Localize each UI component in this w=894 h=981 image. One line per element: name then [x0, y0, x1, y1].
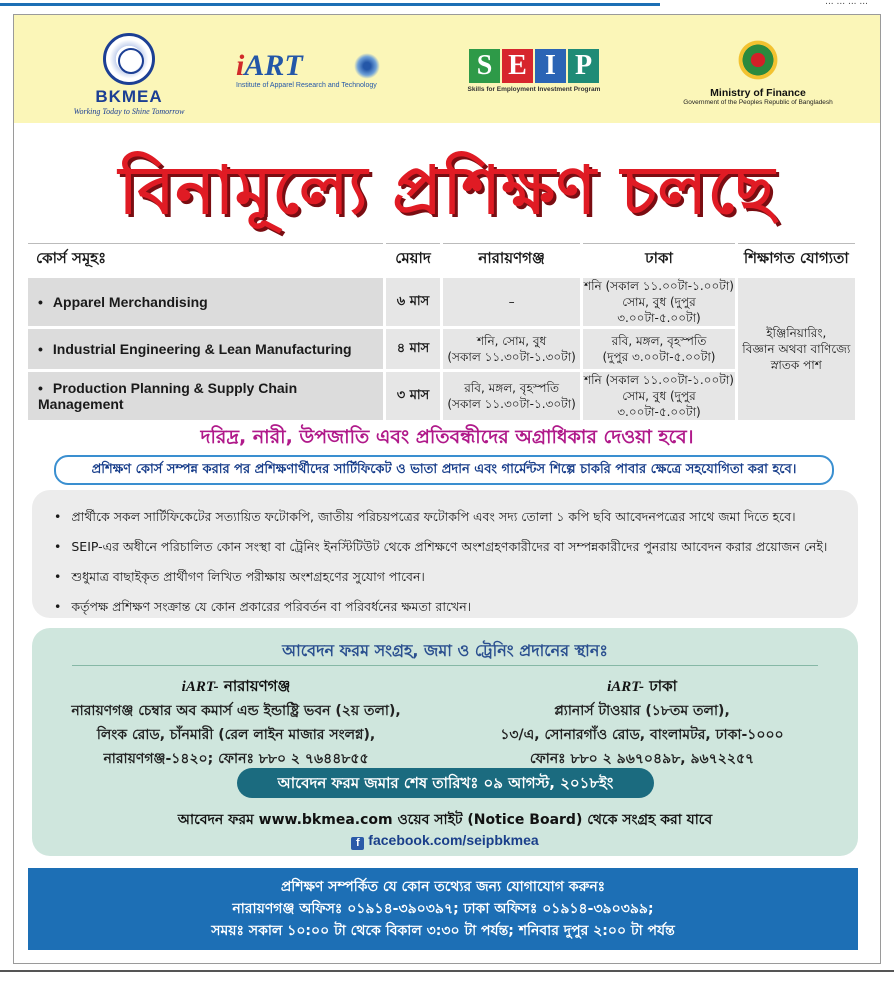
bottom-rule	[0, 970, 894, 972]
iart-wordmark: iART	[236, 49, 303, 82]
contact-phones: নারায়ণগঞ্জ অফিসঃ ০১৯১৪-৩৯০৩৯৭; ঢাকা অফিসঃ ০১৯১৪-৩৯০৩৯৯;	[232, 901, 654, 917]
mof-government: Government of the Peoples Republic of Bangladesh	[683, 99, 833, 106]
facebook-link[interactable]: f facebook.com/seipbkmea	[32, 832, 858, 850]
mof-logo	[678, 37, 838, 106]
dhaka-schedule: শনি (সকাল ১১.০০টা-১.০০টা) সোম, বুধ (দুপুর ৩.০০টা-৫.০০টা)	[583, 373, 734, 419]
address-phone: ফোনঃ ৮৮০ ২ ৯৬৭০৪৯৮, ৯৬৭২২৫৭	[529, 751, 755, 767]
website-notice[interactable]: আবেদন ফরম www.bkmea.com ওয়েব সাইট (Notice Board) থেকে সংগ্রহ করা যাবে	[177, 812, 713, 828]
rules-box	[32, 490, 858, 618]
header-snippet: ... ... ... ...	[825, 0, 868, 7]
seip-letter: P	[568, 49, 599, 83]
rules-list	[54, 502, 836, 622]
course-name: • Apparel Merchandising	[28, 278, 383, 326]
table-row	[28, 372, 855, 420]
course-name: • Production Planning & Supply Chain Management	[28, 372, 383, 420]
course-name: • Industrial Engineering & Lean Manufacturing	[28, 329, 383, 369]
narayanganj-schedule: রবি, মঙ্গল, বৃহস্পতি (সকাল ১১.৩০টা-১.৩০টা)	[443, 372, 580, 420]
mof-name: Ministry of Finance	[710, 87, 806, 99]
course-duration: ৬ মাস	[386, 278, 440, 326]
contact-box	[28, 868, 858, 950]
dhaka-center-name: iART- ঢাকা	[607, 677, 677, 695]
address-line: লিংক রোড, চাঁনমারী (রেল লাইন মাজার সংলগ্ন),	[96, 727, 376, 743]
places-box	[32, 628, 858, 856]
bkmea-tagline: Working Today to Shine Tomorrow	[73, 107, 185, 116]
dhaka-address	[452, 674, 832, 771]
course-table	[25, 240, 858, 423]
list-item: • SEIP-এর অধীনে পরিচালিত কোন সংস্থা বা ট্রেনিং ইনস্টিটিউট থেকে প্রশিক্ষণে অংশগ্রহণকারীদের বা সম্পন্নকারীদের পুনরায় আবেদন করার প্রয়োজন নেই।	[54, 539, 828, 554]
iart-globe-icon	[354, 53, 380, 79]
header-duration: মেয়াদ	[386, 243, 440, 275]
deadline-badge: আবেদন ফরম জমার শেষ তারিখঃ ০৯ আগস্ট, ২০১৮ইং	[237, 768, 654, 798]
seip-wordmark	[458, 49, 610, 83]
list-item: • কর্তৃপক্ষ প্রশিক্ষণ সংক্রান্ত যে কোন প্রকারের পরিবর্তন বা পরিবর্ধনের ক্ষমতা রাখেন।	[54, 599, 472, 614]
seip-letter: I	[535, 49, 566, 83]
logo-band	[14, 15, 880, 123]
address-line: প্ল্যানার্স টাওয়ার (১৮তম তলা),	[554, 703, 730, 719]
places-divider	[72, 665, 818, 666]
seip-letter: E	[502, 49, 533, 83]
iart-logo	[236, 51, 396, 89]
places-title: আবেদন ফরম সংগ্রহ, জমা ও ট্রেনিং প্রদানের স্থানঃ	[282, 641, 608, 660]
contact-heading: প্রশিক্ষণ সম্পর্কিত যে কোন তথ্যের জন্য যোগাযোগ করুনঃ	[280, 879, 606, 895]
address-phone: নারায়ণগঞ্জ-১৪২০; ফোনঃ ৮৮০ ২ ৭৬৪৪৮৫৫	[103, 751, 369, 767]
dhaka-schedule: শনি (সকাল ১১.০০টা-১.০০টা) সোম, বুধ (দুপুর ৩.০০টা-৫.০০টা)	[583, 279, 734, 325]
address-line: ১৩/এ, সোনারগাঁও রোড, বাংলামটর, ঢাকা-১০০০	[500, 727, 784, 743]
seip-logo	[458, 49, 610, 93]
top-blue-rule	[0, 3, 660, 6]
bangladesh-emblem-icon	[736, 37, 780, 83]
priority-notice: দরিদ্র, নারী, উপজাতি এবং প্রতিবন্ধীদের অগ্রাধিকার দেওয়া হবে।	[200, 426, 694, 448]
header-courses: কোর্স সমূহঃ	[28, 243, 383, 275]
facebook-icon: f	[351, 837, 364, 850]
qualification: ইঞ্জিনিয়ারিং, বিজ্ঞান অথবা বাণিজ্যে স্নাতক পাশ	[738, 278, 855, 420]
narayanganj-center-name: iART- নারায়ণগঞ্জ	[181, 677, 291, 695]
course-duration: ৪ মাস	[386, 329, 440, 369]
contact-hours: সময়ঃ সকাল ১০:০০ টা থেকে বিকাল ৩:৩০ টা পর্যন্ত; শনিবার দুপুর ২:০০ টা পর্যন্ত	[211, 923, 675, 939]
course-duration: ৩ মাস	[386, 372, 440, 420]
narayanganj-schedule: শনি, সোম, বুধ (সকাল ১১.৩০টা-১.৩০টা)	[443, 329, 580, 369]
header-narayanganj: নারায়ণগঞ্জ	[443, 243, 580, 275]
table-row	[28, 278, 855, 326]
support-notice: প্রশিক্ষণ কোর্স সম্পন্ন করার পর প্রশিক্ষণার্থীদের সার্টিফিকেট ও ভাতা প্রদান এবং গার্মেন্টস শিল্পে চাকরি পাবার ক্ষেত্রে সহযোগিতা করা হবে।	[54, 455, 834, 485]
seip-letter: S	[469, 49, 500, 83]
table-header-row	[28, 243, 855, 275]
list-item: • প্রার্থীকে সকল সার্টিফিকেটের সত্যায়িত ফটোকপি, জাতীয় পরিচয়পত্রের ফটোকপি এবং সদ্য তোলা ১ কপি ছবি আবেদনপত্রের সাথে জমা দিতে হবে।	[54, 509, 796, 524]
header-qualification: শিক্ষাগত যোগ্যতা	[738, 243, 855, 275]
bkmea-name: BKMEA	[95, 87, 163, 106]
bkmea-logo	[64, 33, 194, 116]
dhaka-schedule: রবি, মঙ্গল, বৃহস্পতি (দুপুর ৩.০০টা-৫.০০টা)	[583, 329, 734, 369]
top-rule	[0, 0, 894, 12]
headline: বিনামূল্যে প্রশিক্ষণ চলছে	[118, 152, 776, 229]
narayanganj-schedule: –	[443, 278, 580, 326]
address-line: নারায়ণগঞ্জ চেম্বার অব কমার্স এন্ড ইন্ডাষ্ট্রি ভবন (২য় তলা),	[71, 703, 401, 719]
header-dhaka: ঢাকা	[583, 243, 734, 275]
seip-full-name: Skills for Employment Investment Program	[467, 86, 601, 93]
table-row	[28, 329, 855, 369]
iart-full-name: Institute of Apparel Research and Technology	[236, 82, 377, 89]
bkmea-seal-icon	[103, 33, 155, 85]
list-item: • শুধুমাত্র বাছাইকৃত প্রার্থীগণ লিখিত পরীক্ষায় অংশগ্রহণের সুযোগ পাবেন।	[54, 569, 425, 584]
narayanganj-address	[46, 674, 426, 771]
